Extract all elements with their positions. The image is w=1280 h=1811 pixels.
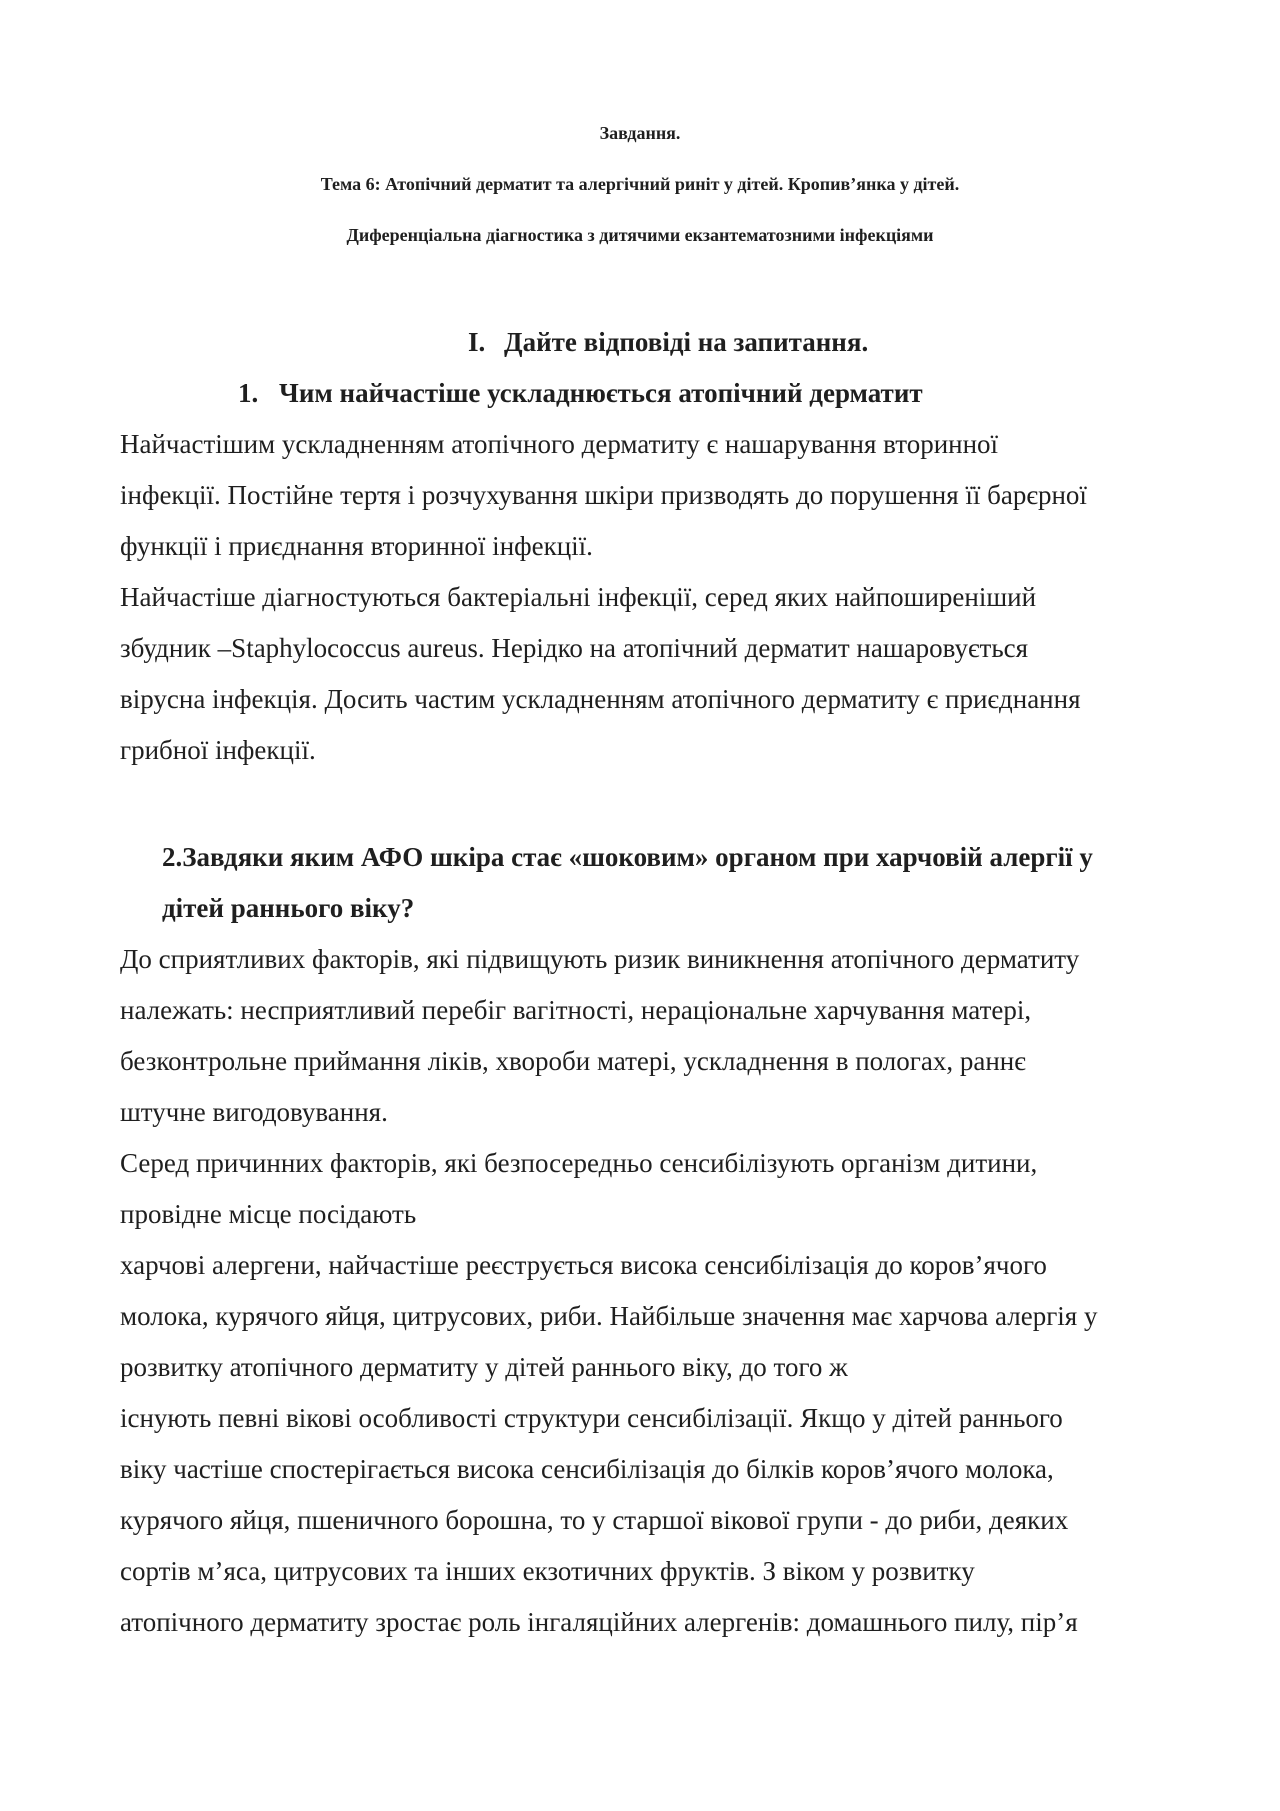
answer-1-line: Найчастіше діагностуються бактеріальні інфекції, серед яких найпоширеніший: [120, 582, 1037, 612]
answer-2-line: курячого яйця, пшеничного борошна, то у старшої вікової групи - до риби, деяких: [120, 1505, 1069, 1535]
answer-2-line: розвитку атопічного дерматиту у дітей раннього віку, до того ж: [120, 1352, 848, 1382]
answer-1-line: грибної інфекції.: [120, 735, 316, 765]
answer-2-line: сортів м’яса, цитрусових та інших екзотичних фруктів. З віком у розвитку: [120, 1556, 975, 1586]
answer-2-line: штучне вигодовування.: [120, 1097, 388, 1127]
topic-line-2: Диференціальна діагностика з дитячими екзантематозними інфекціями: [346, 225, 934, 245]
answer-2-line: До сприятливих факторів, які підвищують ризик виникнення атопічного дерматиту: [120, 944, 1080, 974]
answer-2-line: Серед причинних факторів, які безпосередньо сенсибілізують організм дитини,: [120, 1148, 1038, 1178]
answer-1-line: збудник –Staphylococcus aureus. Нерідко на атопічний дерматит нашаровується: [120, 633, 1029, 663]
answer-2-line: харчові алергени, найчастіше реєструється висока сенсибілізація до коров’ячого: [120, 1250, 1047, 1280]
question-2-heading-line-2: дітей раннього віку?: [162, 893, 415, 923]
answer-1-line: інфекції. Постійне тертя і розчухування шкіри призводять до порушення її барєрної: [120, 480, 1087, 510]
answer-2-line: молока, курячого яйця, цитрусових, риби. Найбільше значення має харчова алергія у: [120, 1301, 1098, 1331]
answer-1-line: Найчастішим ускладненням атопічного дерматиту є нашарування вторинної: [120, 429, 999, 459]
topic-line-1: Тема 6: Атопічний дерматит та алергічний риніт у дітей. Кропив’янка у дітей.: [320, 174, 960, 194]
answer-2-line: провідне місце посідають: [120, 1199, 417, 1229]
answer-1-line: функції і приєднання вторинної інфекції.: [120, 531, 593, 561]
document-title: Завдання.: [599, 123, 681, 143]
answer-2-line: безконтрольне приймання ліків, хвороби матері, ускладнення в пологах, раннє: [120, 1046, 1026, 1076]
question-2-heading-line-1: 2.Завдяки яким АФО шкіра стає «шоковим» органом при харчовій алергії у: [162, 842, 1093, 872]
section-heading: Дайте відповіді на запитання.: [504, 327, 869, 357]
answer-2-line: існують певні вікові особливості структури сенсибілізації. Якщо у дітей раннього: [120, 1403, 1063, 1433]
question-1-number: 1.: [238, 378, 259, 408]
section-numeral: I.: [468, 327, 486, 357]
question-1-heading: Чим найчастіше ускладнюється атопічний дерматит: [279, 378, 923, 408]
answer-1-line: вірусна інфекція. Досить частим ускладненням атопічного дерматиту є приєднання: [120, 684, 1081, 714]
answer-2-line: належать: несприятливий перебіг вагітності, нераціональне харчування матері,: [120, 995, 1032, 1025]
answer-2-line: віку частіше спостерігається висока сенсибілізація до білків коров’ячого молока,: [120, 1454, 1054, 1484]
answer-2-line: атопічного дерматиту зростає роль інгаляційних алергенів: домашнього пилу, пір’я: [120, 1607, 1078, 1637]
